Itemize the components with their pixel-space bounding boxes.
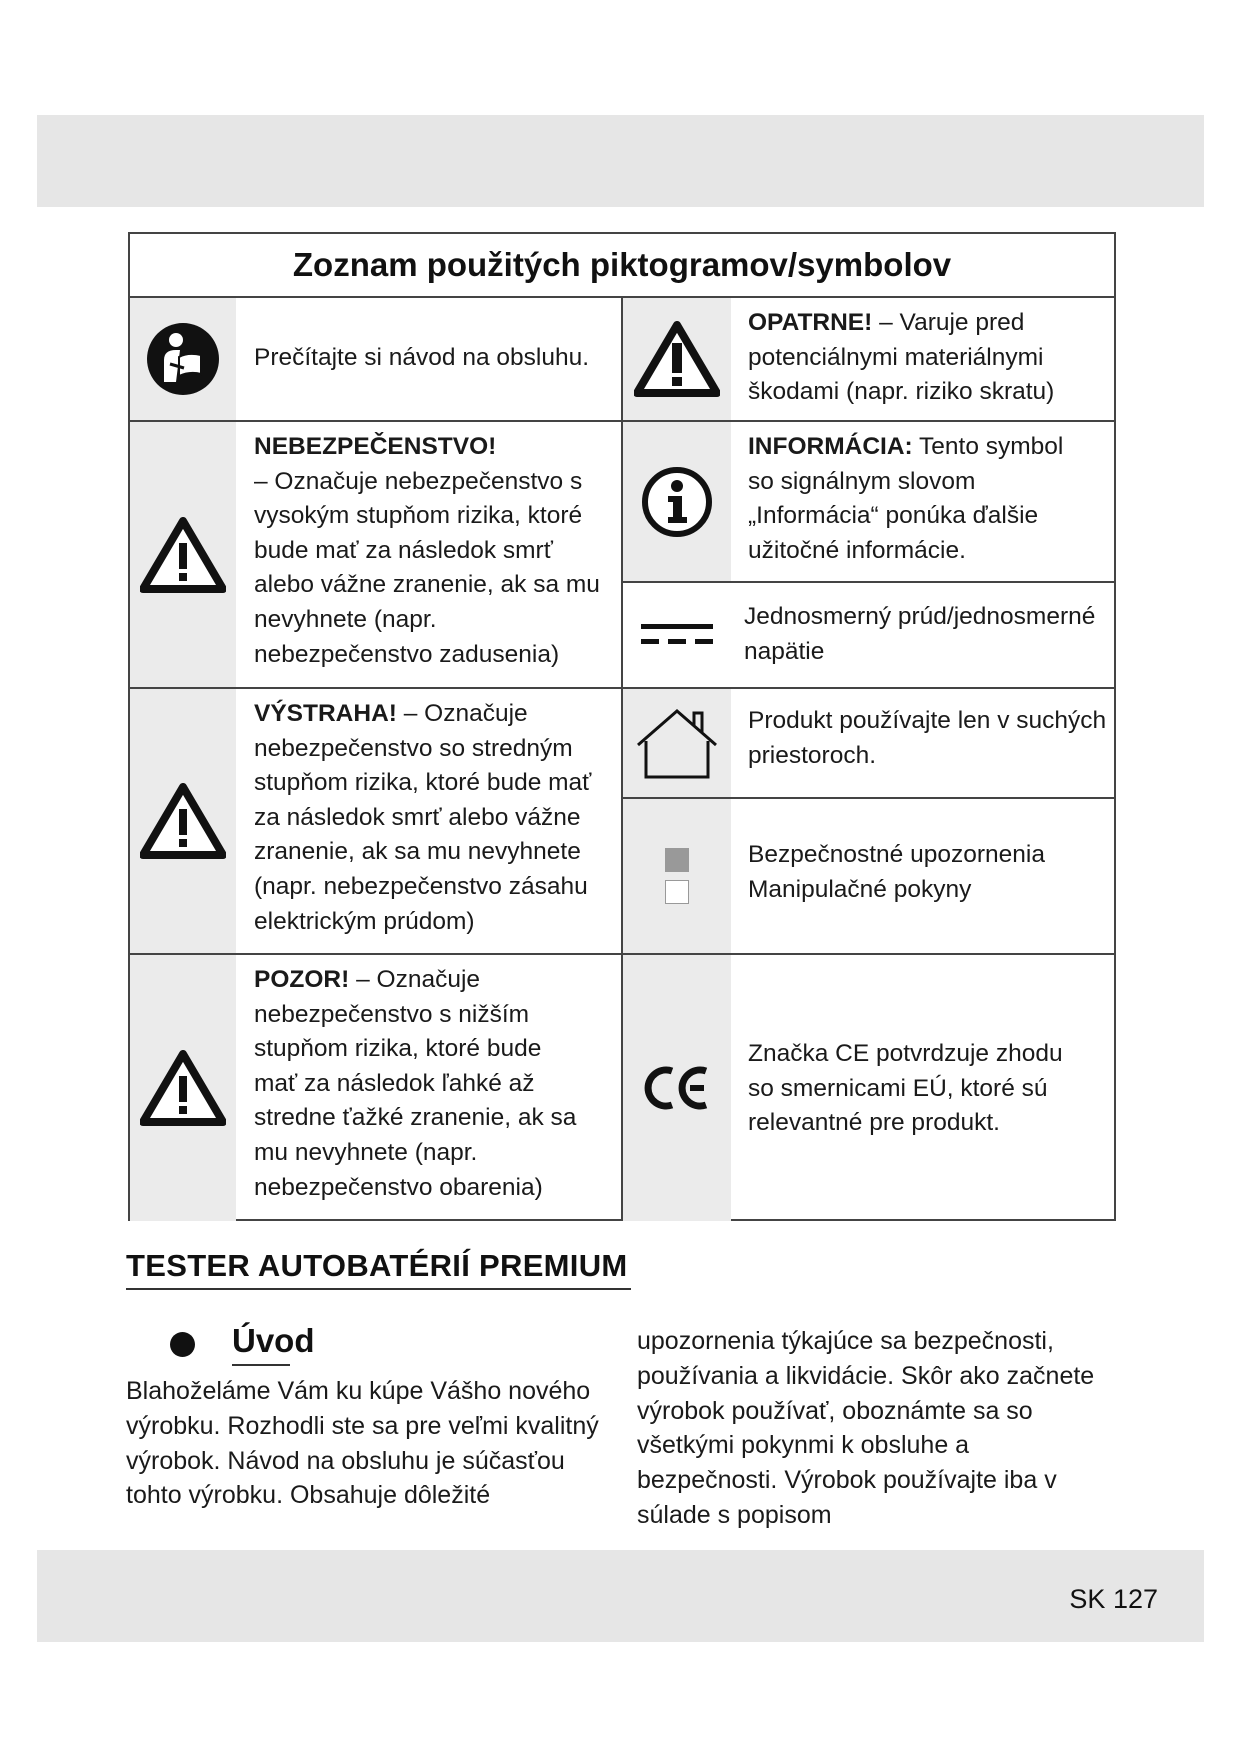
header-band	[37, 115, 1204, 207]
intro-paragraph-right: upozornenia týkajúce sa bezpečnosti, používania a likvidácie. Skôr ako začnete výrobok používať, oboznámte sa so všetkými pokynmi k obsluhe a bezpečnosti. Výrobok používajte iba v súlade s popisom	[637, 1327, 1095, 1529]
signal-word: INFORMÁCIA:	[748, 433, 913, 460]
pictogram-description	[748, 306, 1088, 410]
icon-cell	[130, 689, 236, 953]
icon-cell	[623, 298, 731, 420]
pictogram-table	[128, 232, 1116, 1221]
heading-underline	[126, 1288, 631, 1290]
icon-cell	[623, 955, 731, 1221]
caution-triangle-icon	[140, 1050, 226, 1126]
product-heading: TESTER AUTOBATÉRIÍ PREMIUM	[126, 1248, 628, 1283]
icon-cell	[130, 298, 236, 420]
footer-band	[37, 1550, 1204, 1642]
attention-triangle-icon	[634, 321, 720, 397]
pictogram-description	[254, 697, 616, 939]
signal-word: OPATRNE!	[748, 309, 873, 336]
empty-square-icon	[665, 880, 689, 904]
information-icon	[640, 465, 714, 539]
signal-word: VÝSTRAHA!	[254, 700, 397, 727]
icon-cell	[623, 799, 731, 953]
read-manual-icon	[146, 322, 220, 396]
section-title-underline	[232, 1364, 290, 1366]
icon-cell	[623, 583, 731, 687]
section-title: Úvod	[232, 1322, 315, 1359]
indoor-house-icon	[636, 707, 718, 779]
filled-square-icon	[665, 848, 689, 872]
icon-cell	[130, 955, 236, 1221]
pictogram-description	[748, 838, 1108, 907]
warning-triangle-icon	[140, 783, 226, 859]
pictogram-description: Prečítajte si návod na obsluhu.	[254, 344, 590, 371]
pictogram-description: Produkt používajte len v suchých priestoroch.	[748, 707, 1107, 769]
intro-paragraph-left: Blahoželáme Vám ku kúpe Vášho nového výrobku. Rozhodli ste sa pre veľmi kvalitný výrobok. Návod na obsluhu je súčasťou tohto výrobku. Obsahuje dôležité	[126, 1377, 599, 1510]
signal-text: – Označuje nebezpečenstvo so stredným stupňom rizika, ktoré bude mať za následok smrť alebo vážne zranenie, ak sa mu nevyhnete (napr. nebezpečenstvo zásahu elektrickým prúdom)	[254, 700, 592, 935]
table-title: Zoznam použitých piktogramov/symbolov	[130, 234, 1114, 298]
safety-notes-label: Bezpečnostné upozornenia	[748, 841, 1045, 868]
handling-instructions-label: Manipulačné pokyny	[748, 875, 972, 903]
bullet-icon	[170, 1332, 195, 1357]
squares-icon	[665, 848, 689, 904]
pictogram-description	[254, 963, 584, 1205]
signal-word: POZOR!	[254, 966, 350, 993]
signal-text: – Označuje nebezpečenstvo s nižším stupňom rizika, ktoré bude mať za následok ľahké až stredne ťažké zranenie, ak sa mu nevyhnete (napr. nebezpečenstvo obarenia)	[254, 966, 577, 1201]
signal-text: – Varuje pred potenciálnymi materiálnymi škodami (napr. riziko skratu)	[748, 309, 1055, 406]
icon-cell	[623, 422, 731, 581]
signal-text: Tento symbol so signálnym slovom „Informácia“ ponúka ďalšie užitočné informácie.	[748, 433, 1064, 564]
danger-triangle-icon	[140, 517, 226, 593]
pictogram-description: Značka CE potvrdzuje zhodu so smernicami EÚ, ktoré sú relevantné pre produkt.	[748, 1040, 1063, 1137]
pictogram-description: Jednosmerný prúd/jednosmerné napätie	[744, 603, 1096, 665]
pictogram-description	[254, 430, 609, 672]
direct-current-icon	[639, 622, 715, 648]
signal-text: – Označuje nebezpečenstvo s vysokým stupňom rizika, ktoré bude mať za následok smrť alebo vážne zranenie, ak sa mu nevyhnete (napr. nebezpečenstvo zadusenia)	[254, 467, 600, 668]
page-number: SK 127	[1069, 1584, 1158, 1614]
pictogram-description	[748, 430, 1088, 568]
signal-word: NEBEZPEČENSTVO!	[254, 433, 497, 460]
icon-cell	[130, 422, 236, 687]
ce-mark-icon	[642, 1065, 712, 1111]
icon-cell	[623, 689, 731, 797]
